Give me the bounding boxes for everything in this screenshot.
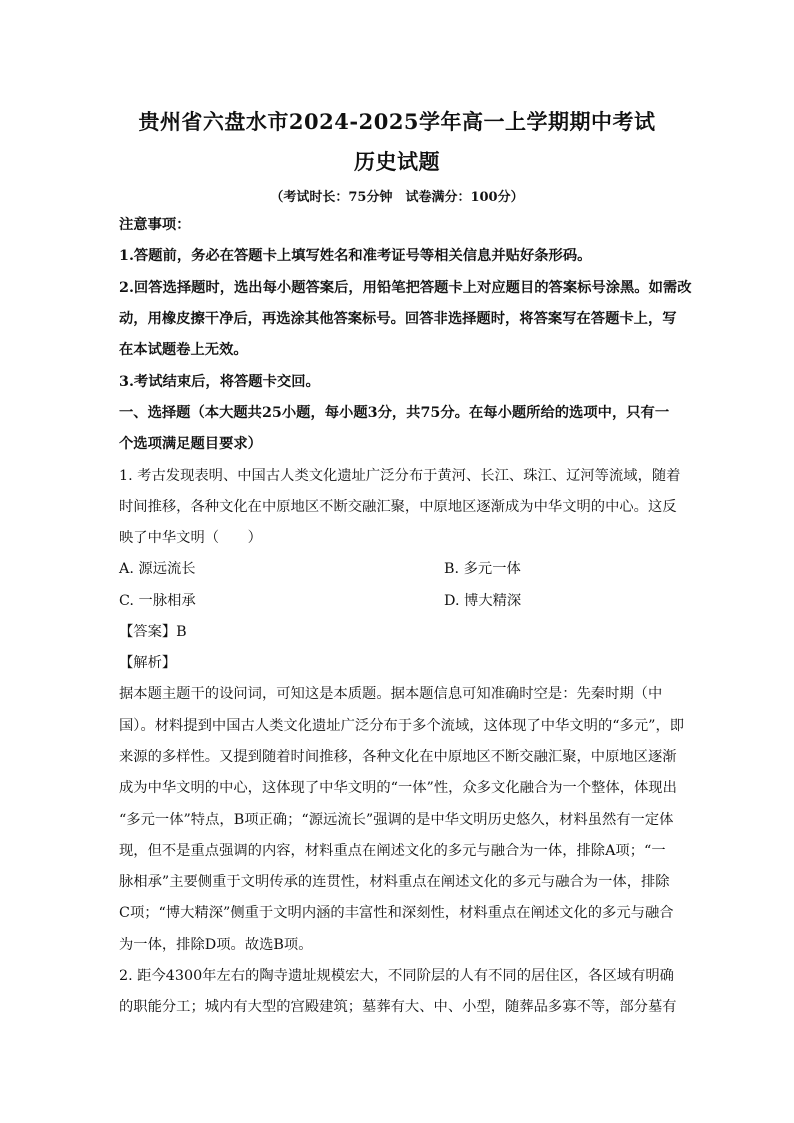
analysis-line: “多元一体”特点，B项正确；“源远流长”强调的是中华文明历史悠久，材料虽然有一定体: [119, 812, 674, 828]
question-stem: 映了中华文明（ ）: [119, 530, 262, 546]
analysis-line: 成为中华文明的中心，这体现了中华文明的“一体”性，众多文化融合为一个整体，体现出: [119, 780, 677, 796]
analysis-heading: 【解析】: [119, 655, 177, 671]
notice-line: 1.答题前，务必在答题卡上填写姓名和准考证号等相关信息并贴好条形码。: [119, 248, 592, 264]
exam-info: （考试时长：75分钟 试卷满分：100分）: [270, 190, 524, 205]
subject-title: 历史试题: [354, 149, 440, 174]
option-b: B. 多元一体: [444, 561, 521, 577]
question-stem: 2. 距今4300年左右的陶寺遗址规模宏大，不同阶层的人有不同的居住区，各区域有明确: [119, 968, 674, 984]
analysis-line: 脉相承”主要侧重于文明传承的连贯性，材料重点在阐述文化的多元与融合为一体，排除: [119, 874, 670, 890]
question-stem: 时间推移，各种文化在中原地区不断交融汇聚，中原地区逐渐成为中华文明的中心。这反: [119, 499, 677, 515]
option-c: C. 一脉相承: [119, 593, 196, 609]
analysis-line: 为一体，排除D项。故选B项。: [119, 937, 313, 953]
section-heading: 个选项满足题目要求）: [119, 436, 262, 452]
section-heading: 一、选择题（本大题共25小题，每小题3分，共75分。在每小题所给的选项中，只有一: [119, 405, 670, 421]
analysis-line: 据本题主题干的设问词，可知这是本质题。据本题信息可知准确时空是：先秦时期（中: [119, 686, 663, 702]
analysis-line: 现，但不是重点强调的内容，材料重点在阐述文化的多元与融合为一体，排除A项；“一: [119, 843, 666, 859]
notice-line: 动，用橡皮擦干净后，再选涂其他答案标号。回答非选择题时，将答案写在答题卡上，写: [119, 311, 677, 327]
notice-line: 2.回答选择题时，选出每小题答案后，用铅笔把答题卡上对应题目的答案标号涂黑。如需改: [119, 280, 692, 296]
option-d: D. 博大精深: [444, 593, 522, 609]
answer: 【答案】B: [119, 624, 187, 640]
analysis-line: C项；“博大精深”侧重于文明内涵的丰富性和深刻性，材料重点在阐述文化的多元与融合: [119, 905, 674, 921]
exam-title: 贵州省六盘水市2024-2025学年高一上学期期中考试: [138, 109, 656, 134]
notice-line: 在本试题卷上无效。: [119, 342, 248, 358]
notice-heading: 注意事项：: [119, 217, 191, 233]
question-stem: 1. 考古发现表明、中国古人类文化遗址广泛分布于黄河、长江、珠江、辽河等流域，随着: [119, 468, 681, 484]
analysis-line: 国）。材料提到中国古人类文化遗址广泛分布于多个流域，这体现了中华文明的“多元”，即: [119, 718, 685, 734]
notice-line: 3.考试结束后，将答题卡交回。: [119, 374, 320, 390]
analysis-line: 来源的多样性。又提到随着时间推移，各种文化在中原地区不断交融汇聚，中原地区逐渐: [119, 749, 677, 765]
option-a: A. 源远流长: [119, 561, 196, 577]
question-stem: 的职能分工；城内有大型的宫殿建筑；墓葬有大、中、小型，随葬品多寡不等，部分墓有: [119, 999, 677, 1015]
